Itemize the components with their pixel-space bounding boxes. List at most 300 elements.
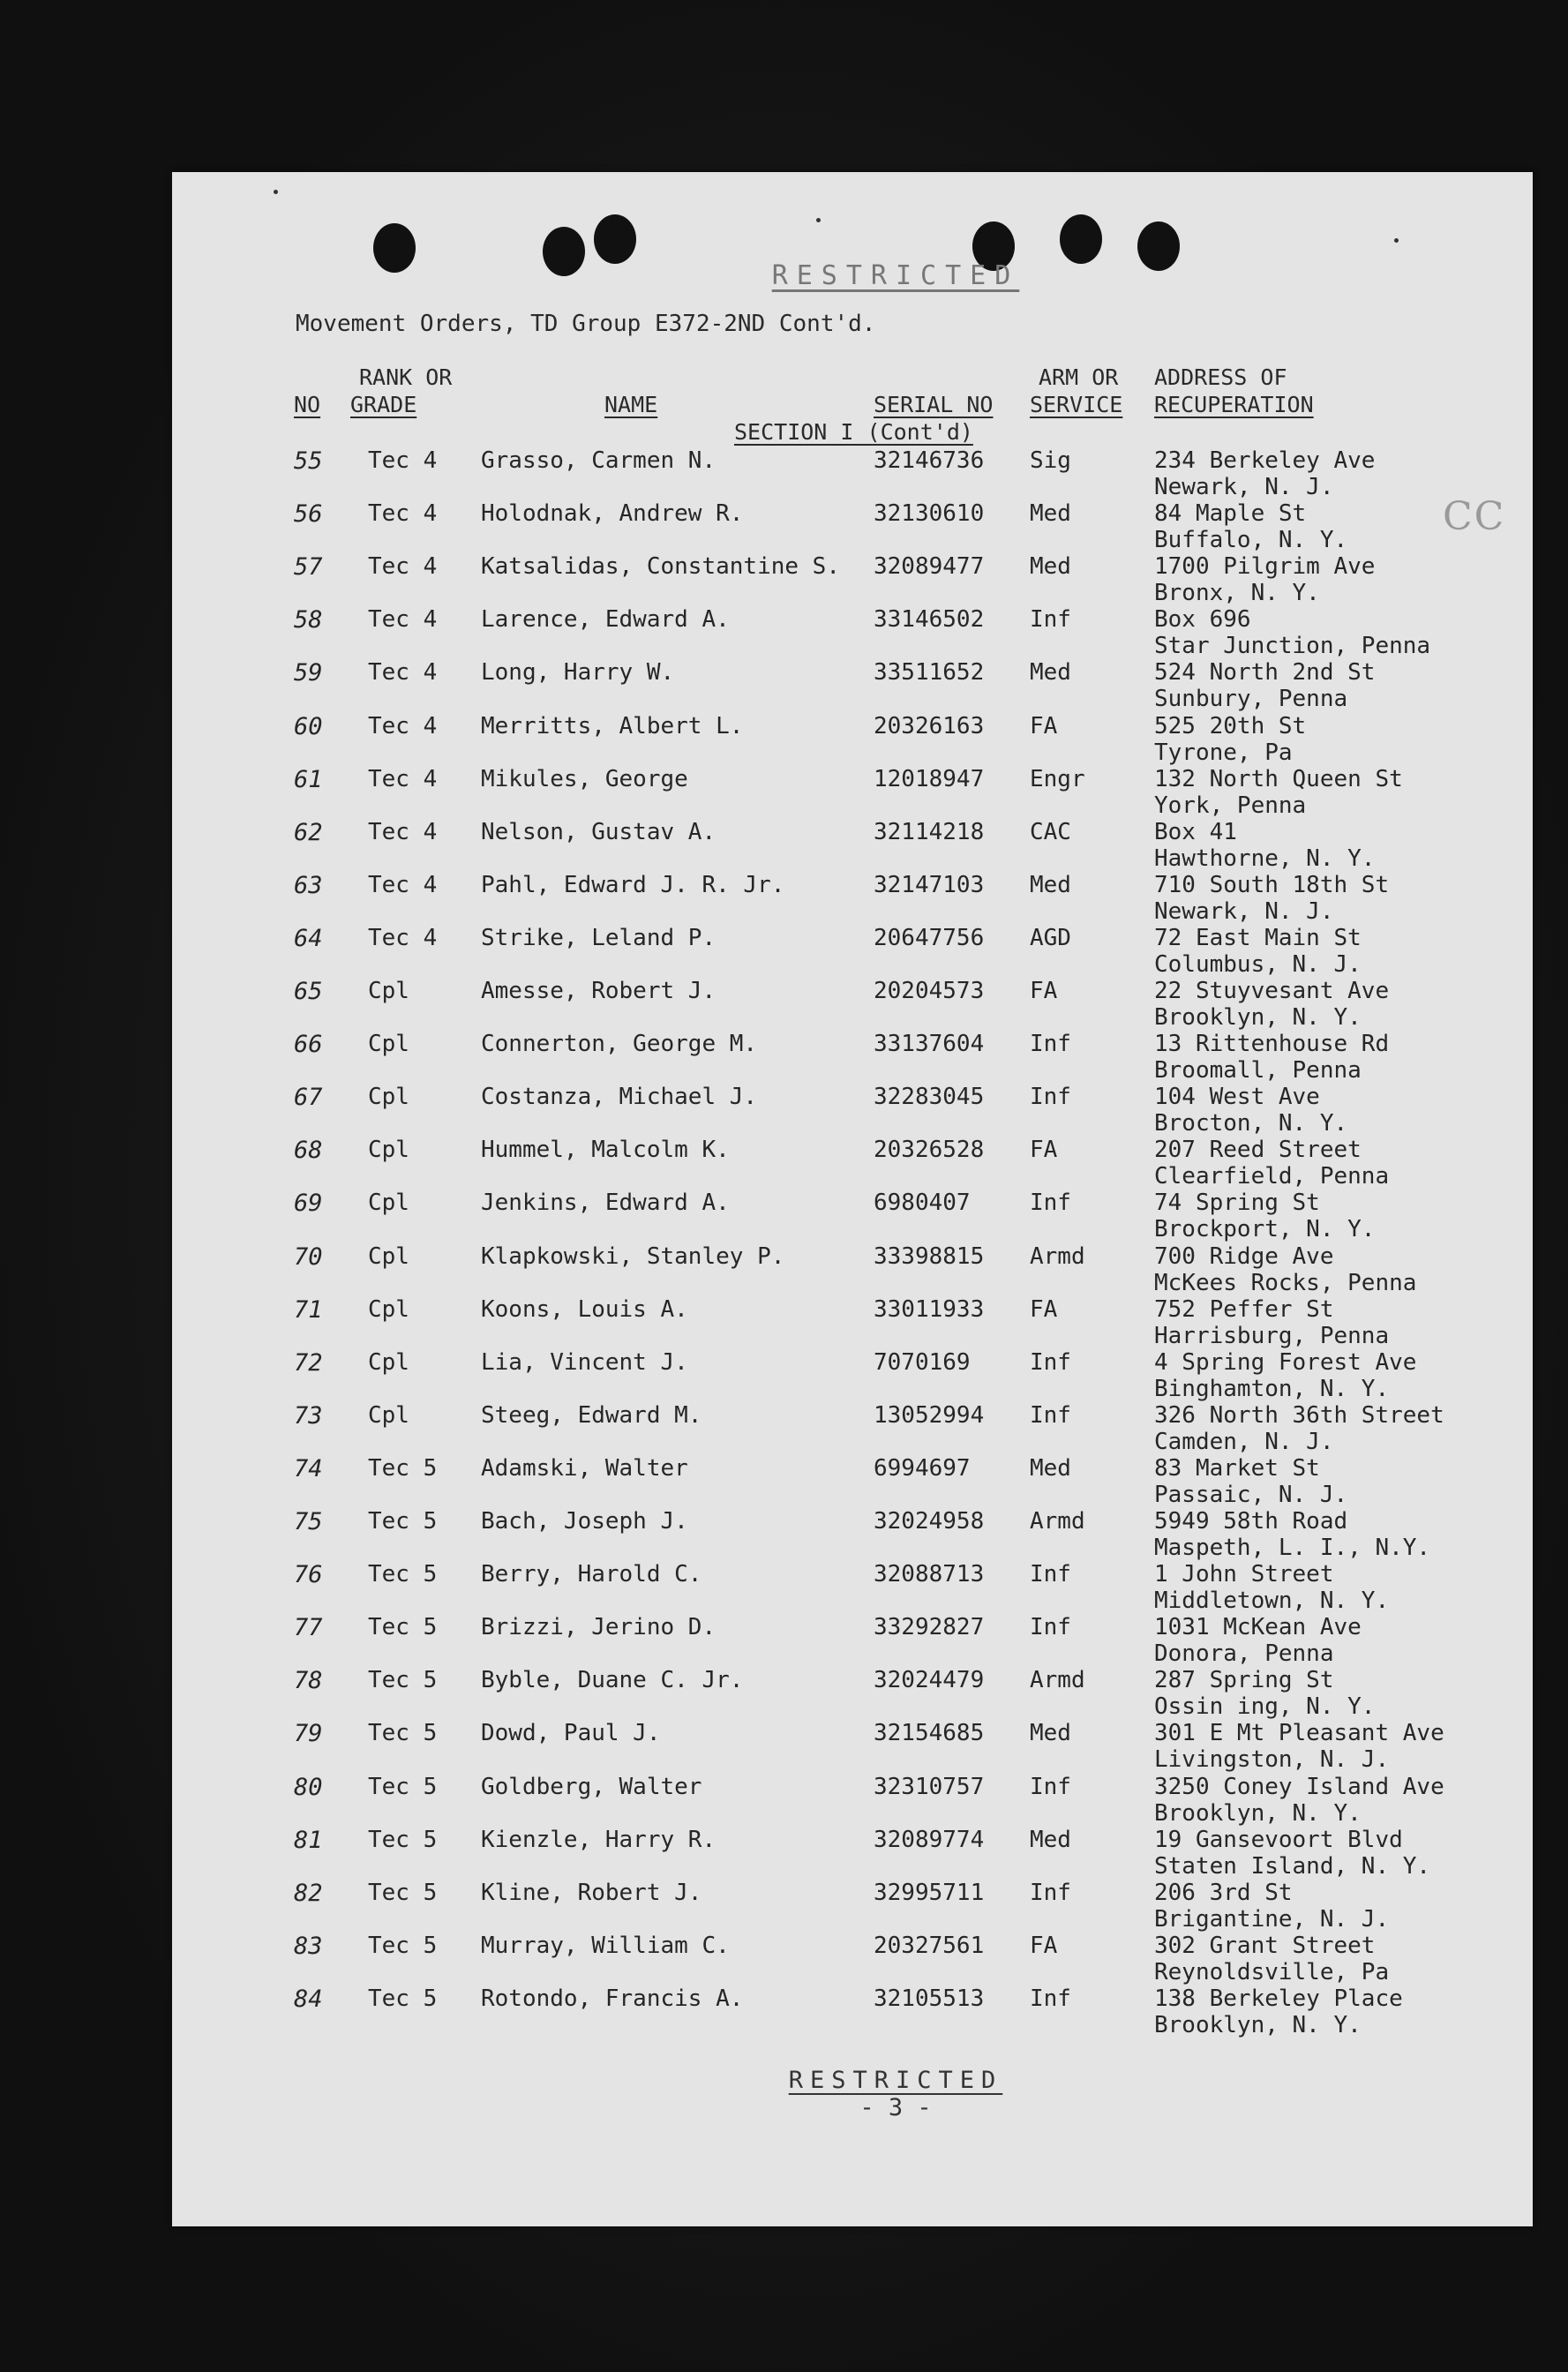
- document-title: Movement Orders, TD Group E372-2ND Cont'd.: [296, 311, 876, 337]
- row-number: 84: [294, 1985, 323, 2013]
- table-row: [172, 1508, 1533, 1561]
- row-address-line2: Tyrone, Pa: [1154, 739, 1293, 766]
- row-address-line2: Brocton, N. Y.: [1154, 1110, 1348, 1137]
- column-header-address: [1154, 364, 1314, 418]
- row-name: Dowd, Paul J.: [481, 1720, 661, 1746]
- row-rank: Cpl: [368, 1349, 409, 1376]
- row-number: 65: [294, 978, 323, 1005]
- row-serial-number: 20326163: [874, 713, 985, 739]
- row-number: 79: [294, 1720, 323, 1747]
- row-name: Katsalidas, Constantine S.: [481, 553, 840, 580]
- row-arm-or-service: Inf: [1030, 1349, 1071, 1376]
- row-address-line1: Box 696: [1154, 606, 1251, 633]
- row-address: [1154, 1880, 1389, 1933]
- row-address: [1154, 606, 1430, 659]
- row-number: 55: [294, 447, 323, 475]
- row-rank: Tec 4: [368, 872, 438, 898]
- row-arm-or-service: Armd: [1030, 1508, 1085, 1535]
- row-address-line1: 104 West Ave: [1154, 1084, 1320, 1110]
- row-arm-or-service: Med: [1030, 500, 1071, 527]
- row-number: 82: [294, 1880, 323, 1907]
- row-name: Long, Harry W.: [481, 659, 675, 686]
- row-address-line1: 72 East Main St: [1154, 925, 1362, 951]
- row-arm-or-service: Inf: [1030, 1614, 1071, 1640]
- row-name: Brizzi, Jerino D.: [481, 1614, 716, 1640]
- table-row: [172, 606, 1533, 659]
- column-header-rank-line1: RANK OR: [359, 364, 453, 390]
- table-row: [172, 766, 1533, 819]
- row-number: 71: [294, 1296, 323, 1324]
- row-rank: Cpl: [368, 1243, 409, 1270]
- row-address: [1154, 1031, 1389, 1084]
- row-address-line2: Middletown, N. Y.: [1154, 1588, 1390, 1614]
- row-arm-or-service: Inf: [1030, 1561, 1071, 1588]
- row-number: 74: [294, 1455, 323, 1482]
- row-rank: Tec 4: [368, 925, 438, 951]
- row-serial-number: 12018947: [874, 766, 985, 792]
- row-serial-number: 33011933: [874, 1296, 985, 1323]
- punch-hole: [1060, 214, 1102, 264]
- row-name: Koons, Louis A.: [481, 1296, 688, 1323]
- margin-mark: CC: [1443, 494, 1506, 539]
- row-serial-number: 32995711: [874, 1880, 985, 1906]
- row-rank: Tec 5: [368, 1508, 438, 1535]
- row-serial-number: 32130610: [874, 500, 985, 527]
- row-rank: Tec 5: [368, 1614, 438, 1640]
- speck: [816, 218, 821, 222]
- row-address: [1154, 1349, 1416, 1402]
- table-row: [172, 1933, 1533, 1985]
- row-number: 67: [294, 1084, 323, 1111]
- table-row: [172, 872, 1533, 925]
- column-header-address-line1: ADDRESS OF: [1154, 364, 1287, 390]
- row-serial-number: 20326528: [874, 1137, 985, 1163]
- table-row: [172, 1614, 1533, 1667]
- row-address-line1: 83 Market St: [1154, 1455, 1320, 1482]
- row-name: Amesse, Robert J.: [481, 978, 716, 1004]
- row-arm-or-service: FA: [1030, 1296, 1058, 1323]
- row-arm-or-service: Inf: [1030, 1031, 1071, 1057]
- row-number: 57: [294, 553, 323, 581]
- row-name: Costanza, Michael J.: [481, 1084, 758, 1110]
- row-address-line1: 84 Maple St: [1154, 500, 1307, 527]
- row-rank: Tec 5: [368, 1561, 438, 1588]
- speck: [274, 190, 278, 194]
- row-address-line2: Brooklyn, N. Y.: [1154, 1800, 1362, 1827]
- row-number: 75: [294, 1508, 323, 1535]
- row-rank: Tec 4: [368, 766, 438, 792]
- row-address: [1154, 1561, 1389, 1614]
- row-address-line1: 234 Berkeley Ave: [1154, 447, 1376, 474]
- row-address-line2: Maspeth, L. I., N.Y.: [1154, 1535, 1431, 1561]
- row-arm-or-service: Inf: [1030, 606, 1071, 633]
- section-title: SECTION I (Cont'd): [734, 419, 973, 445]
- row-address-line2: Brooklyn, N. Y.: [1154, 2012, 1362, 2038]
- row-number: 66: [294, 1031, 323, 1058]
- row-number: 69: [294, 1190, 323, 1217]
- column-header-arm: [1030, 364, 1122, 418]
- row-address-line2: Binghamton, N. Y.: [1154, 1376, 1390, 1402]
- row-rank: Cpl: [368, 1190, 409, 1216]
- row-rank: Tec 4: [368, 819, 438, 845]
- row-arm-or-service: Inf: [1030, 1774, 1071, 1800]
- row-name: Larence, Edward A.: [481, 606, 730, 633]
- row-arm-or-service: Med: [1030, 659, 1071, 686]
- row-name: Merritts, Albert L.: [481, 713, 744, 739]
- row-address-line1: 302 Grant Street: [1154, 1933, 1376, 1959]
- row-arm-or-service: CAC: [1030, 819, 1071, 845]
- row-address-line2: Newark, N. J.: [1154, 898, 1334, 925]
- row-address: [1154, 1508, 1430, 1561]
- row-rank: Cpl: [368, 1296, 409, 1323]
- row-address-line2: Clearfield, Penna: [1154, 1163, 1390, 1190]
- column-header-arm-line2: SERVICE: [1030, 392, 1123, 417]
- row-rank: Cpl: [368, 978, 409, 1004]
- row-name: Hummel, Malcolm K.: [481, 1137, 730, 1163]
- row-number: 61: [294, 766, 323, 793]
- row-name: Nelson, Gustav A.: [481, 819, 716, 845]
- row-serial-number: 13052994: [874, 1402, 985, 1429]
- row-address: [1154, 447, 1375, 500]
- row-address: [1154, 1296, 1389, 1349]
- row-arm-or-service: Med: [1030, 553, 1071, 580]
- row-address: [1154, 1243, 1416, 1296]
- row-address-line2: Brigantine, N. J.: [1154, 1906, 1390, 1933]
- page-number: - 3 -: [859, 2094, 932, 2121]
- row-address-line2: York, Penna: [1154, 792, 1307, 819]
- row-rank: Cpl: [368, 1084, 409, 1110]
- row-address: [1154, 659, 1375, 712]
- row-serial-number: 32154685: [874, 1720, 985, 1746]
- table-row: [172, 978, 1533, 1031]
- row-address-line1: 132 North Queen St: [1154, 766, 1403, 792]
- row-address-line2: Livingston, N. J.: [1154, 1746, 1390, 1773]
- column-header-address-line2: RECUPERATION: [1154, 392, 1314, 417]
- row-address-line1: 74 Spring St: [1154, 1190, 1320, 1216]
- row-number: 64: [294, 925, 323, 952]
- table-row: [172, 1880, 1533, 1933]
- row-address-line1: 700 Ridge Ave: [1154, 1243, 1334, 1270]
- row-name: Kline, Robert J.: [481, 1880, 702, 1906]
- row-arm-or-service: Inf: [1030, 1402, 1071, 1429]
- row-name: Mikules, George: [481, 766, 688, 792]
- row-address-line2: Passaic, N. J.: [1154, 1482, 1348, 1508]
- row-number: 83: [294, 1933, 323, 1960]
- row-serial-number: 32105513: [874, 1985, 985, 2012]
- column-header-name: [604, 391, 657, 418]
- row-address-line2: Bronx, N. Y.: [1154, 580, 1320, 606]
- row-arm-or-service: Inf: [1030, 1985, 1071, 2012]
- row-address: [1154, 978, 1389, 1031]
- row-address: [1154, 872, 1389, 925]
- row-address-line1: 19 Gansevoort Blvd: [1154, 1827, 1403, 1853]
- row-name: Klapkowski, Stanley P.: [481, 1243, 785, 1270]
- header-restricted: RESTRICTED: [771, 260, 1020, 291]
- row-address-line1: 206 3rd St: [1154, 1880, 1293, 1906]
- row-address: [1154, 713, 1306, 766]
- row-rank: Tec 4: [368, 553, 438, 580]
- document-page: [172, 172, 1533, 2226]
- row-arm-or-service: Med: [1030, 1827, 1071, 1853]
- row-rank: Cpl: [368, 1137, 409, 1163]
- table-row: [172, 500, 1533, 553]
- row-name: Goldberg, Walter: [481, 1774, 702, 1800]
- row-address-line2: Star Junction, Penna: [1154, 633, 1431, 659]
- row-serial-number: 32089774: [874, 1827, 985, 1853]
- row-arm-or-service: Armd: [1030, 1667, 1085, 1693]
- row-arm-or-service: Sig: [1030, 447, 1071, 474]
- row-address-line1: 287 Spring St: [1154, 1667, 1334, 1693]
- row-number: 80: [294, 1774, 323, 1801]
- table-row: [172, 1985, 1533, 2038]
- row-name: Rotondo, Francis A.: [481, 1985, 744, 2012]
- row-number: 76: [294, 1561, 323, 1588]
- row-serial-number: 32089477: [874, 553, 985, 580]
- row-rank: Tec 4: [368, 606, 438, 633]
- table-row: [172, 553, 1533, 606]
- row-name: Kienzle, Harry R.: [481, 1827, 716, 1853]
- row-address-line1: Box 41: [1154, 819, 1237, 845]
- table-row: [172, 713, 1533, 766]
- row-name: Holodnak, Andrew R.: [481, 500, 744, 527]
- row-address-line1: 207 Reed Street: [1154, 1137, 1362, 1163]
- row-address-line2: Hawthorne, N. Y.: [1154, 845, 1376, 872]
- row-number: 77: [294, 1614, 323, 1641]
- table-row: [172, 659, 1533, 712]
- row-serial-number: 7070169: [874, 1349, 971, 1376]
- table-row: [172, 1296, 1533, 1349]
- row-rank: Tec 4: [368, 713, 438, 739]
- row-serial-number: 6994697: [874, 1455, 971, 1482]
- table-row: [172, 1349, 1533, 1402]
- row-serial-number: 20647756: [874, 925, 985, 951]
- row-number: 58: [294, 606, 323, 634]
- row-name: Bach, Joseph J.: [481, 1508, 688, 1535]
- row-address-line1: 4 Spring Forest Ave: [1154, 1349, 1417, 1376]
- table-row: [172, 1190, 1533, 1242]
- row-address: [1154, 1720, 1444, 1773]
- row-address-line1: 22 Stuyvesant Ave: [1154, 978, 1390, 1004]
- column-header-serial-text: SERIAL NO: [874, 392, 994, 417]
- row-arm-or-service: Med: [1030, 1455, 1071, 1482]
- row-address-line2: Harrisburg, Penna: [1154, 1323, 1390, 1349]
- table-row: [172, 1084, 1533, 1137]
- row-name: Byble, Duane C. Jr.: [481, 1667, 744, 1693]
- row-serial-number: 33511652: [874, 659, 985, 686]
- row-address-line1: 1 John Street: [1154, 1561, 1334, 1588]
- row-serial-number: 32146736: [874, 447, 985, 474]
- row-address-line1: 138 Berkeley Place: [1154, 1985, 1403, 2012]
- row-serial-number: 32024958: [874, 1508, 985, 1535]
- row-address-line1: 525 20th St: [1154, 713, 1307, 739]
- table-row: [172, 1667, 1533, 1720]
- punch-hole: [1137, 221, 1180, 271]
- row-name: Berry, Harold C.: [481, 1561, 702, 1588]
- row-rank: Tec 5: [368, 1933, 438, 1959]
- column-header-no-text: NO: [294, 392, 321, 417]
- row-address-line2: Brockport, N. Y.: [1154, 1216, 1376, 1242]
- row-address: [1154, 1827, 1430, 1880]
- table-row: [172, 1561, 1533, 1614]
- row-arm-or-service: Med: [1030, 1720, 1071, 1746]
- row-name: Murray, William C.: [481, 1933, 730, 1959]
- row-address: [1154, 1933, 1389, 1985]
- row-address: [1154, 819, 1375, 872]
- row-rank: Tec 4: [368, 500, 438, 527]
- row-address-line2: Columbus, N. J.: [1154, 951, 1362, 978]
- column-header-serial: [874, 391, 993, 418]
- row-address-line1: 710 South 18th St: [1154, 872, 1390, 898]
- row-serial-number: 20204573: [874, 978, 985, 1004]
- row-address-line2: McKees Rocks, Penna: [1154, 1270, 1417, 1296]
- row-address-line1: 3250 Coney Island Ave: [1154, 1774, 1444, 1800]
- row-address-line2: Buffalo, N. Y.: [1154, 527, 1348, 553]
- punch-hole: [373, 223, 416, 273]
- row-serial-number: 33146502: [874, 606, 985, 633]
- column-header-no: [294, 391, 320, 418]
- row-arm-or-service: FA: [1030, 713, 1058, 739]
- column-header-rank-line2: GRADE: [350, 392, 417, 417]
- row-address-line2: Camden, N. J.: [1154, 1429, 1334, 1455]
- row-rank: Tec 4: [368, 447, 438, 474]
- row-address-line1: 752 Peffer St: [1154, 1296, 1334, 1323]
- row-name: Steeg, Edward M.: [481, 1402, 702, 1429]
- row-number: 62: [294, 819, 323, 846]
- row-address: [1154, 1190, 1375, 1242]
- table-row: [172, 447, 1533, 500]
- row-address: [1154, 1455, 1347, 1508]
- row-rank: Tec 5: [368, 1667, 438, 1693]
- row-number: 63: [294, 872, 323, 899]
- table-row: [172, 1827, 1533, 1880]
- row-address-line1: 1031 McKean Ave: [1154, 1614, 1362, 1640]
- row-number: 68: [294, 1137, 323, 1164]
- row-name: Pahl, Edward J. R. Jr.: [481, 872, 785, 898]
- row-arm-or-service: Inf: [1030, 1190, 1071, 1216]
- row-name: Lia, Vincent J.: [481, 1349, 688, 1376]
- row-arm-or-service: Inf: [1030, 1880, 1071, 1906]
- row-rank: Cpl: [368, 1402, 409, 1429]
- table-row: [172, 1031, 1533, 1084]
- table-row: [172, 1774, 1533, 1827]
- row-serial-number: 32310757: [874, 1774, 985, 1800]
- row-rank: Tec 5: [368, 1774, 438, 1800]
- table-row: [172, 1402, 1533, 1455]
- row-serial-number: 33292827: [874, 1614, 985, 1640]
- column-header-name-text: NAME: [604, 392, 658, 417]
- row-serial-number: 32024479: [874, 1667, 985, 1693]
- row-rank: Tec 5: [368, 1455, 438, 1482]
- speck: [1394, 238, 1399, 243]
- row-address-line2: Reynoldsville, Pa: [1154, 1959, 1390, 1985]
- row-address-line2: Newark, N. J.: [1154, 474, 1334, 500]
- row-address-line1: 13 Rittenhouse Rd: [1154, 1031, 1390, 1057]
- row-arm-or-service: FA: [1030, 1933, 1058, 1959]
- row-address: [1154, 1137, 1389, 1190]
- row-number: 73: [294, 1402, 323, 1430]
- column-header-arm-line1: ARM OR: [1039, 364, 1119, 390]
- row-serial-number: 32283045: [874, 1084, 985, 1110]
- row-address-line1: 5949 58th Road: [1154, 1508, 1348, 1535]
- row-serial-number: 32088713: [874, 1561, 985, 1588]
- row-number: 59: [294, 659, 323, 687]
- punch-hole: [594, 214, 636, 264]
- row-address-line2: Ossin ing, N. Y.: [1154, 1693, 1376, 1720]
- row-rank: Tec 5: [368, 1880, 438, 1906]
- row-address-line2: Sunbury, Penna: [1154, 686, 1348, 712]
- footer-restricted: RESTRICTED: [788, 2067, 1003, 2094]
- row-rank: Tec 5: [368, 1827, 438, 1853]
- row-address: [1154, 500, 1347, 553]
- row-address: [1154, 1402, 1444, 1455]
- row-address-line2: Brooklyn, N. Y.: [1154, 1004, 1362, 1031]
- row-address: [1154, 1667, 1375, 1720]
- row-serial-number: 33398815: [874, 1243, 985, 1270]
- row-address-line1: 301 E Mt Pleasant Ave: [1154, 1720, 1444, 1746]
- row-number: 70: [294, 1243, 323, 1271]
- table-row: [172, 1243, 1533, 1296]
- row-number: 81: [294, 1827, 323, 1854]
- row-address-line2: Staten Island, N. Y.: [1154, 1853, 1431, 1880]
- table-row: [172, 819, 1533, 872]
- row-rank: Tec 5: [368, 1985, 438, 2012]
- row-rank: Tec 4: [368, 659, 438, 686]
- row-name: Adamski, Walter: [481, 1455, 688, 1482]
- row-address: [1154, 553, 1375, 606]
- row-address: [1154, 1084, 1347, 1137]
- row-name: Connerton, George M.: [481, 1031, 758, 1057]
- row-name: Strike, Leland P.: [481, 925, 716, 951]
- column-header-rank: [350, 364, 452, 418]
- row-arm-or-service: AGD: [1030, 925, 1071, 951]
- row-address: [1154, 1614, 1362, 1667]
- row-serial-number: 32114218: [874, 819, 985, 845]
- row-arm-or-service: Engr: [1030, 766, 1085, 792]
- row-address: [1154, 1985, 1403, 2038]
- table-row: [172, 925, 1533, 978]
- row-address-line1: 524 North 2nd St: [1154, 659, 1376, 686]
- row-serial-number: 20327561: [874, 1933, 985, 1959]
- row-name: Jenkins, Edward A.: [481, 1190, 730, 1216]
- row-address-line2: Broomall, Penna: [1154, 1057, 1362, 1084]
- row-rank: Tec 5: [368, 1720, 438, 1746]
- table-row: [172, 1137, 1533, 1190]
- punch-hole: [543, 227, 585, 276]
- row-address: [1154, 1774, 1444, 1827]
- row-number: 78: [294, 1667, 323, 1694]
- row-rank: Cpl: [368, 1031, 409, 1057]
- row-serial-number: 33137604: [874, 1031, 985, 1057]
- row-arm-or-service: Med: [1030, 872, 1071, 898]
- row-address-line1: 1700 Pilgrim Ave: [1154, 553, 1376, 580]
- row-arm-or-service: Inf: [1030, 1084, 1071, 1110]
- row-serial-number: 6980407: [874, 1190, 971, 1216]
- row-address: [1154, 925, 1362, 978]
- row-number: 60: [294, 713, 323, 740]
- row-number: 72: [294, 1349, 323, 1377]
- row-name: Grasso, Carmen N.: [481, 447, 716, 474]
- row-arm-or-service: Armd: [1030, 1243, 1085, 1270]
- table-row: [172, 1720, 1533, 1773]
- row-address-line2: Donora, Penna: [1154, 1640, 1334, 1667]
- row-address-line1: 326 North 36th Street: [1154, 1402, 1444, 1429]
- row-number: 56: [294, 500, 323, 528]
- row-serial-number: 32147103: [874, 872, 985, 898]
- row-address: [1154, 766, 1403, 819]
- row-arm-or-service: FA: [1030, 1137, 1058, 1163]
- table-row: [172, 1455, 1533, 1508]
- row-arm-or-service: FA: [1030, 978, 1058, 1004]
